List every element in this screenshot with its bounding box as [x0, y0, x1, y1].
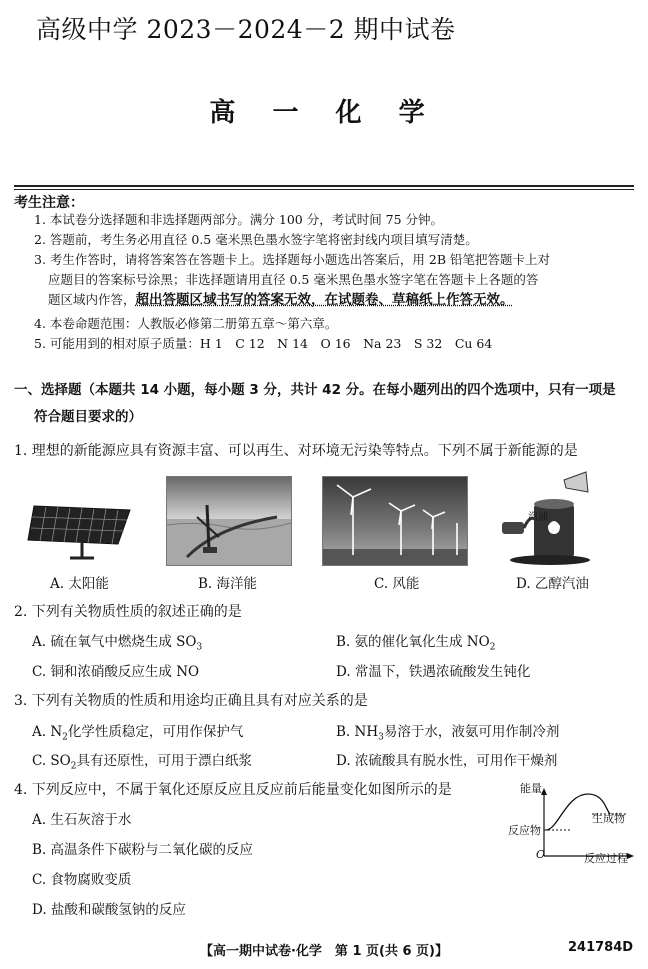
- question-3-option-a: A. $N_2$化学性质稳定，可用作保护气: [32, 724, 244, 743]
- reaction-process-label: 反应过程: [584, 852, 628, 865]
- section-heading: 一、选择题（本题共 14 小题，每小题 3 分，共计 42 分。在每小题列出的四个选项中，只有一项是: [14, 382, 616, 398]
- page-footer: 【高一期中试卷·化学 第 1 页(共 6 页)】: [199, 944, 449, 959]
- question-2-stem: 2. 下列有关物质性质的叙述正确的是: [14, 604, 242, 620]
- exam-code: 241784D: [568, 940, 634, 955]
- origin-label: O: [536, 848, 546, 861]
- question-4-stem: 4. 下列反应中，不属于氧化还原反应且反应前后能量变化如图所示的是: [14, 782, 452, 798]
- question-3-option-b: B. $NH_3$易溶于水，液氨可用作制冷剂: [336, 724, 560, 743]
- divider-rule: [14, 189, 634, 190]
- axis-arrow-icon: [627, 853, 634, 859]
- notice-item-3-cont2: [48, 290, 514, 310]
- option-a-caption: A. 太阳能: [50, 576, 109, 592]
- option-c-caption: C. 风能: [374, 576, 420, 592]
- notice-item-4: 4. 本卷命题范围：人教版必修第二册第五章～第六章。: [34, 316, 338, 331]
- reactant-label: 反应物: [508, 824, 541, 837]
- notice-emphasis: 超出答题区域书写的答案无效，在试题卷、草稿纸上作答无效。: [135, 292, 514, 308]
- question-4-option-d: D. 盐酸和碳酸氢钠的反应: [32, 902, 186, 918]
- notice-title: 考生注意：: [14, 195, 84, 211]
- question-4-option-b: B. 高温条件下碳粉与二氧化碳的反应: [32, 842, 254, 858]
- question-4-option-c: C. 食物腐败变质: [32, 872, 132, 888]
- energy-axis-label: 能量: [520, 782, 542, 795]
- question-2-option-c: C. 铜和浓硝酸反应生成 NO: [32, 664, 200, 680]
- notice-item-3-tail: 题区域内作答，: [48, 292, 136, 307]
- notice-item-5: 5. 可能用到的相对原子质量：H 1 C 12 N 14 O 16 Na 23 S 32 Cu 64: [34, 336, 493, 351]
- notice-item-3-cont: 应题目的答案标号涂黑；非选择题请用直径 0.5 毫米黑色墨水签字笔在答题卡上各题的答: [48, 272, 539, 287]
- question-2-option-a: A. 硫在氧气中燃烧生成 $SO_3$: [32, 634, 203, 653]
- notice-item-1: 1. 本试卷分选择题和非选择题两部分。满分 100 分，考试时间 75 分钟。: [34, 212, 444, 227]
- question-3-option-d: D. 浓硫酸具有脱水性，可用作干燥剂: [336, 753, 558, 769]
- divider-rule: [14, 185, 634, 187]
- notice-item-2: 2. 答题前，考生务必用直径 0.5 毫米黑色墨水签字笔将密封线内项目填写清楚。: [34, 232, 478, 247]
- option-d-caption: D. 乙醇汽油: [516, 576, 589, 592]
- barrel-label: 汽油: [528, 512, 548, 523]
- solar-panel-image: [26, 500, 138, 562]
- question-2-option-d: D. 常温下，铁遇浓硫酸发生钝化: [336, 664, 531, 680]
- question-4-option-a: A. 生石灰溶于水: [32, 812, 132, 828]
- question-3-option-c: C. $SO_2$具有还原性，可用于漂白纸浆: [32, 753, 252, 772]
- option-b-caption: B. 海洋能: [198, 576, 258, 592]
- section-heading-cont: 符合题目要求的）: [34, 409, 142, 425]
- ocean-energy-image: [166, 476, 292, 566]
- notice-item-3: 3. 考生作答时，请将答案答在答题卡上。选择题每小题选出答案后，用 2B 铅笔把答题卡上对: [34, 252, 550, 267]
- question-2-option-b: B. 氨的催化氧化生成 $NO_2$: [336, 634, 496, 653]
- subject-title: 高 一 化 学: [209, 98, 439, 128]
- question-1-stem: 1. 理想的新能源应具有资源丰富、可以再生、对环境无污染等特点。下列不属于新能源的是: [14, 443, 578, 459]
- exam-title: 高级中学 2023－2024－2 期中试卷: [36, 15, 456, 44]
- question-3-stem: 3. 下列有关物质的性质和用途均正确且具有对应关系的是: [14, 693, 368, 709]
- ethanol-gasoline-image: [494, 470, 612, 566]
- wind-turbine-image: [322, 476, 468, 566]
- product-label: 生成物: [592, 812, 625, 825]
